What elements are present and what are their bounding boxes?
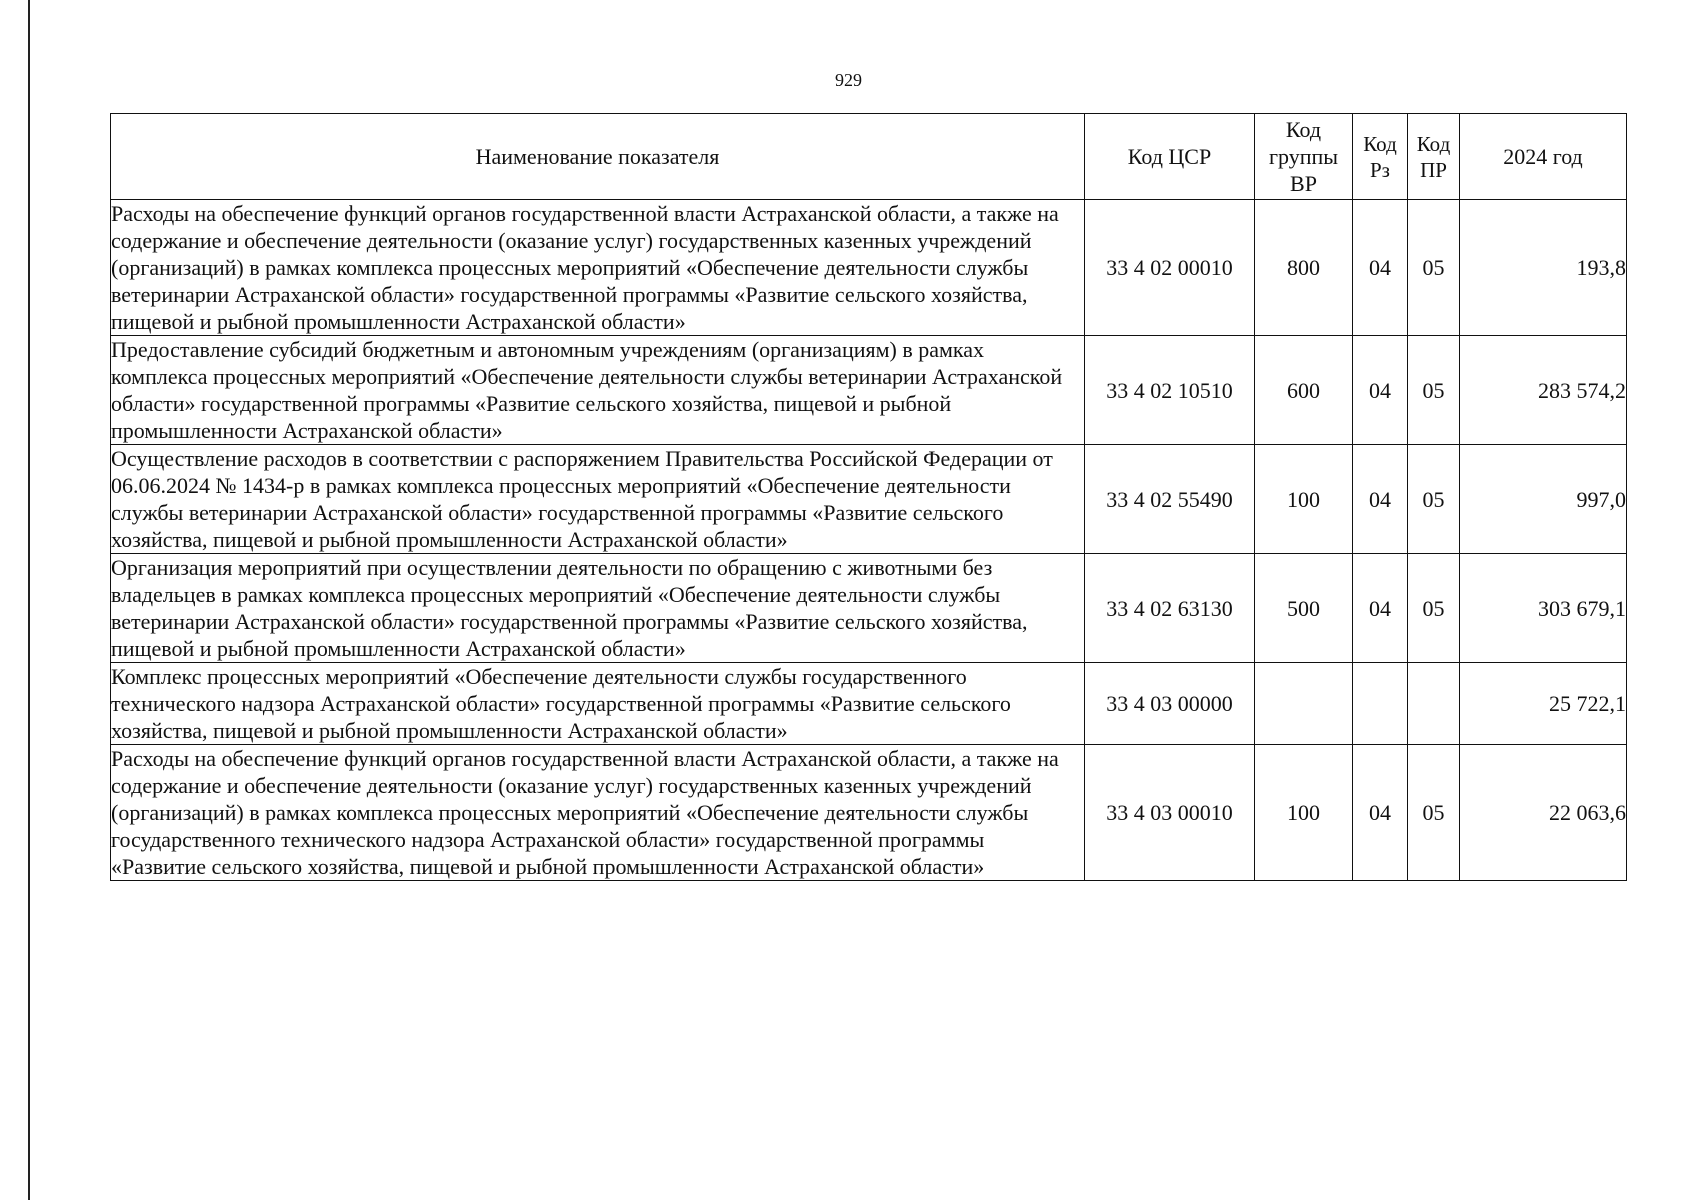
table-row bbox=[111, 200, 1627, 336]
header-year: 2024 год bbox=[1460, 114, 1627, 200]
header-row bbox=[111, 114, 1627, 200]
row-amount: 283 574,2 bbox=[1460, 336, 1627, 445]
header-vr: Код группы ВР bbox=[1255, 114, 1353, 200]
header-name: Наименование показателя bbox=[111, 114, 1085, 200]
row-pr: 05 bbox=[1408, 554, 1460, 663]
header-csr: Код ЦСР bbox=[1085, 114, 1255, 200]
row-csr: 33 4 02 10510 bbox=[1085, 336, 1255, 445]
table-row bbox=[111, 745, 1627, 881]
table-body bbox=[111, 200, 1627, 881]
row-pr: 05 bbox=[1408, 200, 1460, 336]
header-pr: Код ПР bbox=[1408, 114, 1460, 200]
row-name: Предоставление субсидий бюджетным и автономным учреждениям (организациям) в рамках комплекса процессных мероприятий «Обеспечение деятельности службы ветеринарии Астраханской области» государственной программы «Развитие сельского хозяйства, пищевой и рыбной промышленности Астраханской области» bbox=[111, 336, 1085, 445]
row-pr bbox=[1408, 663, 1460, 745]
left-margin-rule bbox=[28, 0, 30, 1200]
row-amount: 997,0 bbox=[1460, 445, 1627, 554]
row-vr: 100 bbox=[1255, 745, 1353, 881]
table-row bbox=[111, 554, 1627, 663]
row-csr: 33 4 02 55490 bbox=[1085, 445, 1255, 554]
row-name: Комплекс процессных мероприятий «Обеспечение деятельности службы государственного технического надзора Астраханской области» государственной программы «Развитие сельского хозяйства, пищевой и рыбной промышленности Астраханской области» bbox=[111, 663, 1085, 745]
row-amount: 25 722,1 bbox=[1460, 663, 1627, 745]
row-csr: 33 4 03 00000 bbox=[1085, 663, 1255, 745]
row-rz bbox=[1353, 663, 1408, 745]
row-csr: 33 4 02 63130 bbox=[1085, 554, 1255, 663]
row-amount: 193,8 bbox=[1460, 200, 1627, 336]
row-name: Расходы на обеспечение функций органов государственной власти Астраханской области, а также на содержание и обеспечение деятельности (оказание услуг) государственных казенных учреждений (организаций) в рамках комплекса процессных мероприятий «Обеспечение деятельности службы ветеринарии Астраханской области» государственной программы «Развитие сельского хозяйства, пищевой и рыбной промышленности Астраханской области» bbox=[111, 200, 1085, 336]
row-vr: 600 bbox=[1255, 336, 1353, 445]
table-header bbox=[111, 114, 1627, 200]
row-name: Осуществление расходов в соответствии с распоряжением Правительства Российской Федерации от 06.06.2024 № 1434-р в рамках комплекса процессных мероприятий «Обеспечение деятельности службы ветеринарии Астраханской области» государственной программы «Развитие сельского хозяйства, пищевой и рыбной промышленности Астраханской области» bbox=[111, 445, 1085, 554]
row-rz: 04 bbox=[1353, 554, 1408, 663]
row-amount: 22 063,6 bbox=[1460, 745, 1627, 881]
row-rz: 04 bbox=[1353, 745, 1408, 881]
row-amount: 303 679,1 bbox=[1460, 554, 1627, 663]
table-row bbox=[111, 445, 1627, 554]
header-rz: Код Рз bbox=[1353, 114, 1408, 200]
table-row bbox=[111, 336, 1627, 445]
row-name: Организация мероприятий при осуществлении деятельности по обращению с животными без владельцев в рамках комплекса процессных мероприятий «Обеспечение деятельности службы ветеринарии Астраханской области» государственной программы «Развитие сельского хозяйства, пищевой и рыбной промышленности Астраханской области» bbox=[111, 554, 1085, 663]
row-pr: 05 bbox=[1408, 745, 1460, 881]
row-rz: 04 bbox=[1353, 445, 1408, 554]
row-csr: 33 4 02 00010 bbox=[1085, 200, 1255, 336]
row-vr: 100 bbox=[1255, 445, 1353, 554]
row-pr: 05 bbox=[1408, 336, 1460, 445]
row-vr bbox=[1255, 663, 1353, 745]
row-vr: 500 bbox=[1255, 554, 1353, 663]
row-rz: 04 bbox=[1353, 200, 1408, 336]
row-pr: 05 bbox=[1408, 445, 1460, 554]
row-rz: 04 bbox=[1353, 336, 1408, 445]
row-name: Расходы на обеспечение функций органов государственной власти Астраханской области, а также на содержание и обеспечение деятельности (оказание услуг) государственных казенных учреждений (организаций) в рамках комплекса процессных мероприятий «Обеспечение деятельности службы государственного технического надзора Астраханской области» государственной программы «Развитие сельского хозяйства, пищевой и рыбной промышленности Астраханской области» bbox=[111, 745, 1085, 881]
page-number: 929 bbox=[835, 70, 862, 90]
table-row bbox=[111, 663, 1627, 745]
row-vr: 800 bbox=[1255, 200, 1353, 336]
row-csr: 33 4 03 00010 bbox=[1085, 745, 1255, 881]
budget-table bbox=[110, 113, 1627, 881]
